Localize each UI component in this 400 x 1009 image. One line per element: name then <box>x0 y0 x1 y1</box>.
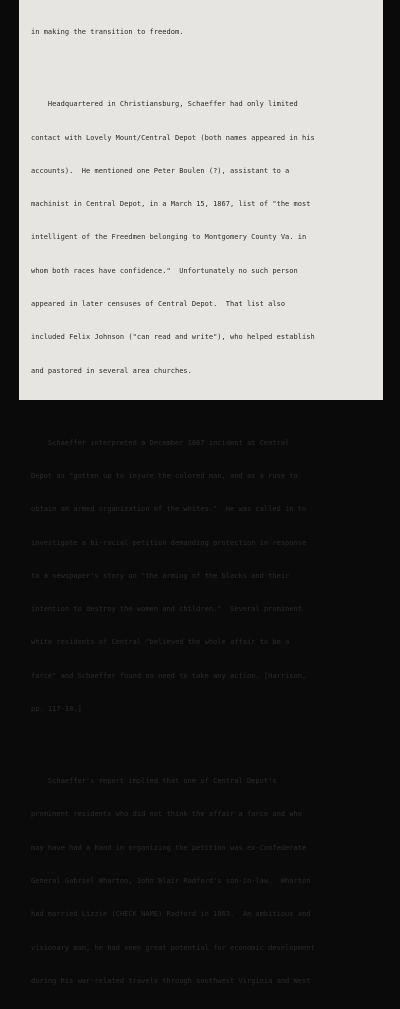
paragraph-gap <box>31 399 379 405</box>
paragraph-3-line-6: intention to destroy the women and children." Several prominent <box>31 605 302 614</box>
paragraph-3-line-4: investigate a bi-racial petition demanding protection in response <box>31 538 307 547</box>
paragraph-4-line-2: prominent residents who did not think the affair a farce and who <box>31 810 302 819</box>
paragraph-2-line-2: contact with Lovely Mount/Central Depot (both names appeared in his <box>31 133 315 142</box>
paragraph-3-line-9: pp. 117-18.] <box>31 705 82 713</box>
paragraph-2-line-1: Headquartered in Christiansburg, Schaeffer had only limited <box>31 100 298 109</box>
paragraph-2-line-6: whom both races have confidence." Unfortunately no such person <box>31 266 298 275</box>
paragraph-3-line-8: farce" and Schaeffer found no need to take any action. [Harrison, <box>31 671 307 680</box>
paragraph-2-line-9: and pastored in several area churches. <box>31 366 192 375</box>
paragraph-3-line-7: white residents of Central "believed the whole affair to be a <box>31 638 290 647</box>
paragraph-2-line-5: intelligent of the Freedmen belonging to Montgomery County Va. in <box>31 233 307 242</box>
paragraph-1-line-1: in making the transition to freedom. <box>31 28 184 37</box>
paragraph-4-line-3: may have had a hand in organizing the petition was ex-Confederate <box>31 843 307 852</box>
paragraph-3-line-2: Depot as "gotten up to injure the colored man, and as a ruse to <box>31 472 298 481</box>
paragraph-4-line-7: during his war-related travels through southwest Virginia and West <box>31 976 311 985</box>
paragraph-2-line-7: appeared in later censuses of Central Depot. That list also <box>31 300 286 309</box>
paragraph-gap <box>31 60 379 66</box>
paragraph-4-line-5: had married Lizzie (CHECK NAME) Radford in 1863. An ambitious and <box>31 910 311 919</box>
paragraph-2-line-3: accounts). He mentioned one Peter Boulen (?), assistant to a <box>31 166 290 175</box>
paragraph-4-line-6: visionary man, he had seen great potential for economic development <box>31 943 315 952</box>
paragraph-3-line-5: to a newspaper's story on "the arming of the blacks and their <box>31 571 290 580</box>
paragraph-4-line-1: Schaeffer's report implied that one of Central Depot's <box>31 777 277 786</box>
paragraph-gap <box>31 737 379 743</box>
paragraph-3-line-1: Schaeffer interpreted a December 1867 incident at Central <box>31 438 290 447</box>
paragraph-2-line-8: included Felix Johnson ("can read and write"), who helped establish <box>31 333 315 342</box>
paragraph-4-line-4: General Gabriel Wharton, John Blair Radford's son-in-law. Wharton <box>31 877 311 885</box>
document-body <box>31 5 379 1009</box>
paragraph-3-line-3: obtain an armed organization of the whites." He was called in to <box>31 505 307 514</box>
paragraph-2-line-4: machinist in Central Depot, in a March 15, 1867, list of "the most <box>31 200 311 209</box>
document-page <box>19 0 383 985</box>
